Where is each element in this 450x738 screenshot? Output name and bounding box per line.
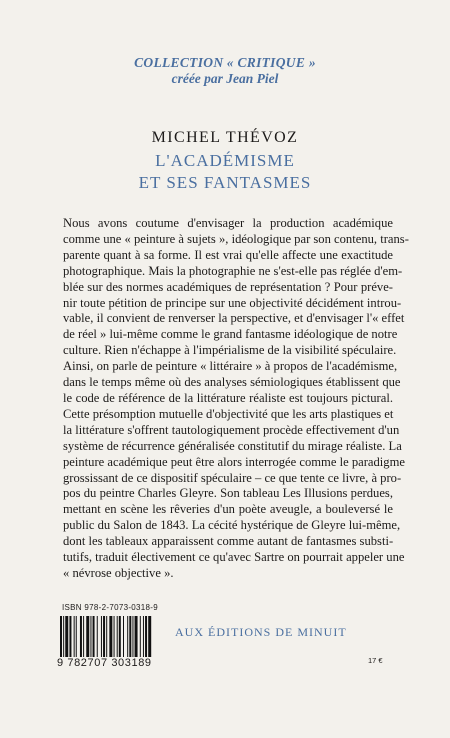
barcode-bar [109,616,112,660]
blurb-line: le code de référence de la littérature réaliste est toujours pictural. [63,390,393,405]
barcode-bar [103,616,105,660]
barcode-bar [90,616,91,660]
barcode-bar [101,616,102,660]
barcode-bar [74,616,75,660]
barcode-bars [58,616,154,660]
book-title-line-2: ET SES FANTASMES [138,173,312,192]
blurb-line: grossissant de ce dispositif spéculaire – ce que tente ce livre, à pro- [63,470,402,485]
blurb-line: Cette présomption mutuelle d'objectivité que les arts plastiques et [63,406,394,421]
blurb-line: public du Salon de 1843. La cécité hystérique de Gleyre lui-même, [63,518,401,533]
blurb-line: comme une « peinture à sujets », idéologique par son contenu, trans- [63,231,409,246]
barcode-bar [80,616,82,660]
barcode-bar [119,616,121,660]
blurb-line: « névrose objective ». [63,565,174,580]
barcode-bar [132,616,133,660]
barcode-bar [76,616,77,660]
blurb-line: nir toute pétition de principe sur une objectivité décidément introu- [63,295,402,310]
barcode-bar [117,616,118,660]
barcode-bar [129,616,131,660]
barcode-bar [86,616,89,660]
collection-founder: créée par Jean Piel [171,71,279,86]
collection-label: COLLECTION [134,55,224,70]
blurb-line: parente quant à sa forme. Il est vrai qu'elle affecte une exactitude [63,247,393,262]
blurb-line: système de récurrence généralisée constitutif du mirage réaliste. La [63,438,402,453]
blurb-line: Nous avons coutume d'envisager la production académique [63,216,393,230]
blurb-line: dans le temps même où des analyses sémiologiques établissent que [63,375,401,390]
blurb-line: photographique. Mais la photographie ne s'est-elle pas réglée d'em- [63,263,403,278]
barcode-bar [143,616,144,660]
barcode-bar [135,616,138,660]
publisher-name: AUX ÉDITIONS DE MINUIT [175,625,347,639]
blurb-line: vable, il convient de renverser la perspective, et d'envisager l'« effet [63,311,405,326]
barcode-bar [97,616,98,660]
blurb-line: blée sur des normes académiques de représentation ? Pour préve- [63,279,393,294]
barcode-bar [114,616,115,660]
blurb-line: dont les tableaux apparaissent comme autant de fantasmes substi- [63,534,394,549]
author-name: MICHEL THÉVOZ [151,129,299,146]
collection-name: « CRITIQUE » [226,55,316,70]
blurb-line: peinture académique peut être alors interrogée comme le paradigme [63,454,405,469]
barcode-bar [148,616,151,660]
barcode-bar [83,616,84,660]
blurb-text [63,216,409,582]
blurb-line: Ainsi, on parle de peinture « littéraire » à propos de l'académisme, [63,359,398,374]
barcode-bar [106,616,107,660]
barcode-bar [123,616,124,660]
barcode-bar [127,616,128,660]
blurb-line: culture. Rien n'échappe à l'impérialisme de la visibilité spéculaire. [63,343,397,358]
barcode-bar [63,616,64,660]
barcode-bar [69,616,71,660]
blurb-line: de réel » lui-même comme le grand fantasme idéologique de notre [63,327,398,342]
blurb-line: pos du peintre Charles Gleyre. Son tableau Les Illusions perdues, [63,486,393,501]
book-title [0,150,450,194]
barcode-bar [60,616,62,660]
book-title-line-1: L'ACADÉMISME [155,151,295,170]
collection-header [0,55,450,87]
price: 17 € [368,656,383,665]
blurb-line: mettant en scène les rêveries d'un poète aveugle, a bouleversé le [63,502,393,517]
isbn-label: ISBN 978-2-7073-0318-9 [62,603,158,612]
barcode-bar [65,616,68,660]
barcode-bar [93,616,95,660]
blurb-line: la littérature s'offrent tautologiquement procède effectivement d'un [63,422,400,437]
barcode-bar [145,616,147,660]
barcode-bar [140,616,141,660]
blurb-line: tutifs, traduit électivement ce qu'avec Sartre on pourrait appeler une [63,550,405,565]
barcode-digits: 9 782707 303189 [57,657,157,669]
